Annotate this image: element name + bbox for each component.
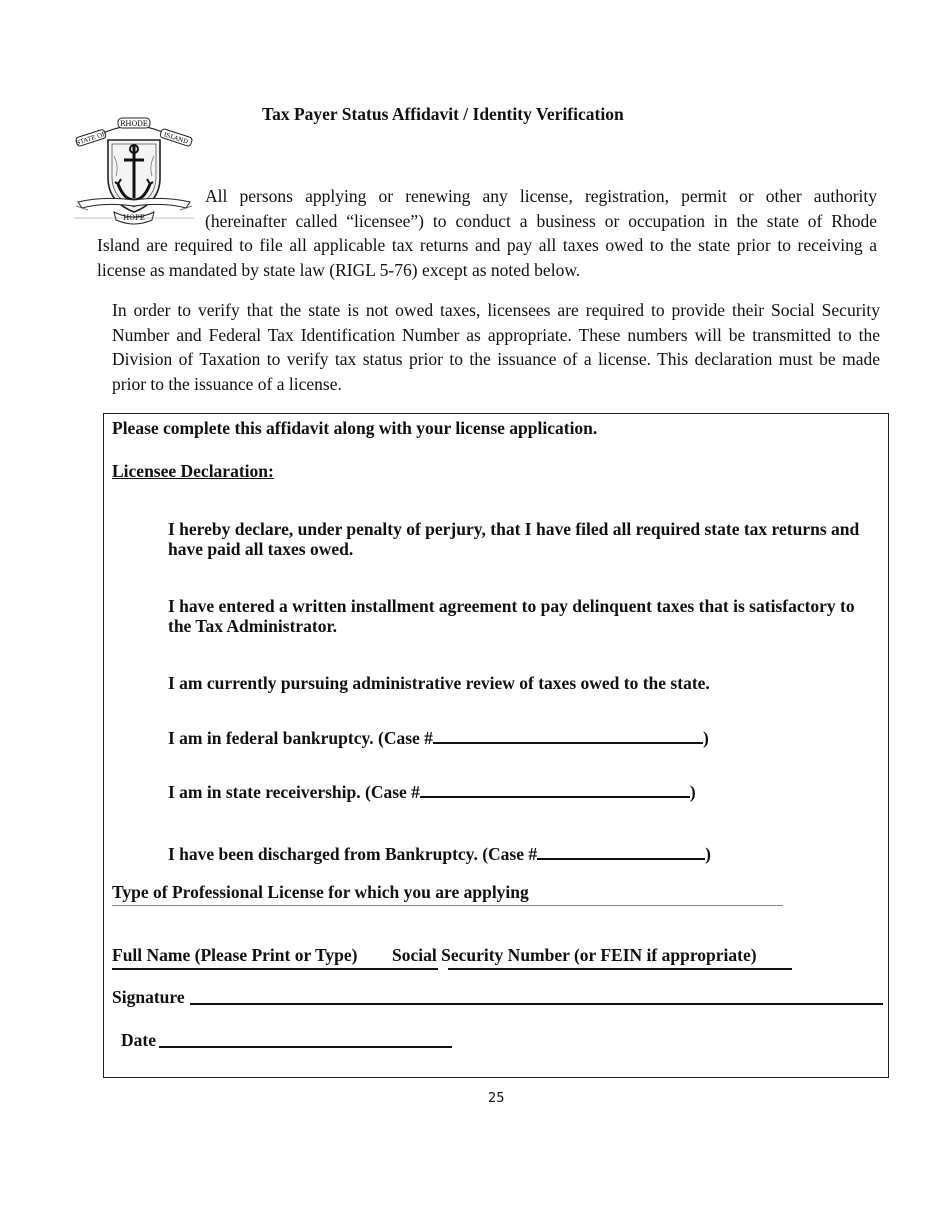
license-type-field[interactable] [112,905,783,906]
seal-text-top: RHODE [120,120,148,128]
intro-text-block-1: All persons applying or renewing any license, registration, permit or other authority (hereinafter called “licensee”) to conduct a business or occupation in the state of Rhode [205,186,877,231]
full-name-label: Full Name (Please Print or Type) [112,945,358,965]
federal-bankruptcy-case-field[interactable] [433,726,703,744]
state-receivership-label: I am in state receivership. (Case # [168,782,420,802]
date-label: Date [121,1030,156,1050]
close-paren: ) [702,728,709,748]
seal-text-left: STATE OF [75,130,108,147]
declaration-option-admin-review[interactable]: I am currently pursuing administrative review of taxes owed to the state. [168,673,710,693]
verification-paragraph: In order to verify that the state is not owed taxes, licensees are required to provide their Social Security Number and Federal Tax Identification Number as appropriate. These numbers will be transmitted to the Division of Taxation to verify tax status prior to the issuance of a license. This declaration must be made prior to the issuance of a license. [112,300,880,394]
declaration-option-state-receivership[interactable] [168,780,696,802]
seal-text-right: ISLAND [162,131,189,146]
state-receivership-case-field[interactable] [420,780,690,798]
signature-field[interactable] [190,1003,883,1005]
page-title: Tax Payer Status Affidavit / Identity Verification [262,104,624,124]
ssn-field[interactable] [448,968,792,970]
federal-bankruptcy-label: I am in federal bankruptcy. (Case # [168,728,433,748]
declaration-option-installment[interactable]: I have entered a written installment agreement to pay delinquent taxes that is satisfactory to the Tax Administrator. [168,596,855,636]
licensee-declaration-heading: Licensee Declaration: [112,461,274,481]
declaration-option-filed[interactable]: I hereby declare, under penalty of perjury, that I have filed all required state tax returns and have paid all taxes owed. [168,519,860,559]
license-type-label: Type of Professional License for which you are applying [112,882,529,902]
rhode-island-state-seal-icon [74,116,194,226]
declaration-option-federal-bankruptcy[interactable] [168,726,709,748]
date-field[interactable] [159,1046,452,1048]
signature-label: Signature [112,987,185,1007]
discharged-bankruptcy-label: I have been discharged from Bankruptcy. (Case # [168,844,538,864]
form-instruction: Please complete this affidavit along with your license application. [112,418,598,438]
close-paren: ) [705,844,711,864]
full-name-field[interactable] [112,968,438,970]
intro-text-block-2: Island are required to file all applicable tax returns and pay all taxes owed to the state prior to receiving a license as mandated by state law (RIGL 5-76) except as noted below. [97,235,877,280]
seal-text-bottom: HOPE [123,214,145,222]
ssn-label: Social Security Number (or FEIN if appropriate) [392,945,757,965]
declaration-option-discharged-bankruptcy[interactable] [168,842,711,864]
discharged-bankruptcy-case-field[interactable] [537,842,705,860]
affidavit-form-box [103,413,889,1078]
close-paren: ) [689,782,696,802]
page-number: 25 [488,1091,505,1106]
